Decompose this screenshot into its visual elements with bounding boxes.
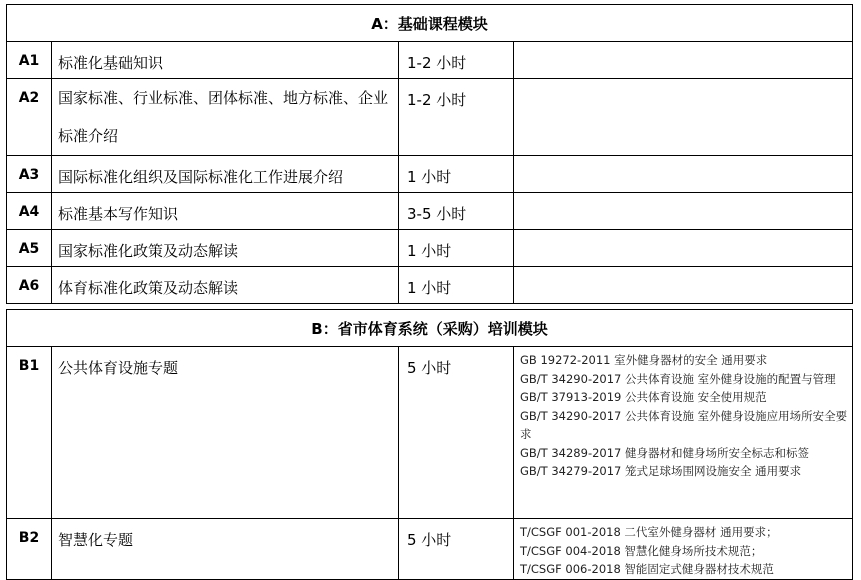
row-name: 国家标准化政策及动态解读 (52, 230, 399, 267)
row-code: A3 (7, 156, 52, 193)
row-name: 国际标准化组织及国际标准化工作进展介绍 (52, 156, 399, 193)
row-duration: 1-2 小时 (399, 79, 514, 156)
training-module-table (6, 309, 853, 580)
row-notes (514, 42, 853, 79)
standards-list (514, 519, 853, 580)
row-name: 公共体育设施专题 (52, 347, 399, 519)
standard-item: GB/T 34289-2017 健身器材和健身场所安全标志和标签 (520, 445, 810, 460)
standard-item: GB/T 34279-2017 笼式足球场围网设施安全 通用要求 (520, 464, 802, 478)
standard-item: T/CSGF 006-2018 智能固定式健身器材技术规范 (520, 562, 774, 576)
section-a-title: A：基础课程模块 (7, 5, 853, 42)
row-notes (514, 156, 853, 193)
row-duration: 5 小时 (399, 519, 514, 580)
row-notes (514, 193, 853, 230)
row-code: B2 (7, 519, 52, 580)
row-name: 标准基本写作知识 (52, 193, 399, 230)
table-row (7, 79, 853, 156)
standard-item: GB/T 34290-2017 公共体育设施 室外健身设施应用场所安全要求 (520, 408, 848, 441)
row-notes (514, 267, 853, 304)
standard-item: GB/T 34290-2017 公共体育设施 室外健身设施的配置与管理 (520, 371, 836, 386)
standard-item: T/CSGF 001-2018 二代室外健身器材 通用要求； (520, 525, 778, 539)
row-duration: 5 小时 (399, 347, 514, 519)
table-row (7, 267, 853, 304)
row-code: A1 (7, 42, 52, 79)
row-code: A6 (7, 267, 52, 304)
basic-course-table (6, 4, 853, 304)
table-row (7, 519, 853, 580)
row-duration: 1-2 小时 (399, 42, 514, 79)
row-duration: 3-5 小时 (399, 193, 514, 230)
row-name: 国家标准、行业标准、团体标准、地方标准、企业标准介绍 (52, 79, 399, 156)
standards-list (514, 347, 853, 519)
standard-item: GB 19272-2011 室外健身器材的安全 通用要求 (520, 353, 768, 367)
table-row (7, 230, 853, 267)
row-code: A4 (7, 193, 52, 230)
row-notes (514, 230, 853, 267)
row-duration: 1 小时 (399, 267, 514, 304)
row-duration: 1 小时 (399, 156, 514, 193)
row-name: 标准化基础知识 (52, 42, 399, 79)
table-row (7, 156, 853, 193)
standard-item: GB/T 37913-2019 公共体育设施 安全使用规范 (520, 390, 767, 404)
row-code: A5 (7, 230, 52, 267)
standard-item: T/CSGF 004-2018 智慧化健身场所技术规范； (520, 543, 763, 558)
row-name: 体育标准化政策及动态解读 (52, 267, 399, 304)
table-row (7, 42, 853, 79)
table-row (7, 193, 853, 230)
row-code: B1 (7, 347, 52, 519)
row-notes (514, 79, 853, 156)
row-name: 智慧化专题 (52, 519, 399, 580)
section-b-title: B：省市体育系统（采购）培训模块 (7, 310, 853, 347)
table-row (7, 347, 853, 519)
row-duration: 1 小时 (399, 230, 514, 267)
row-code: A2 (7, 79, 52, 156)
